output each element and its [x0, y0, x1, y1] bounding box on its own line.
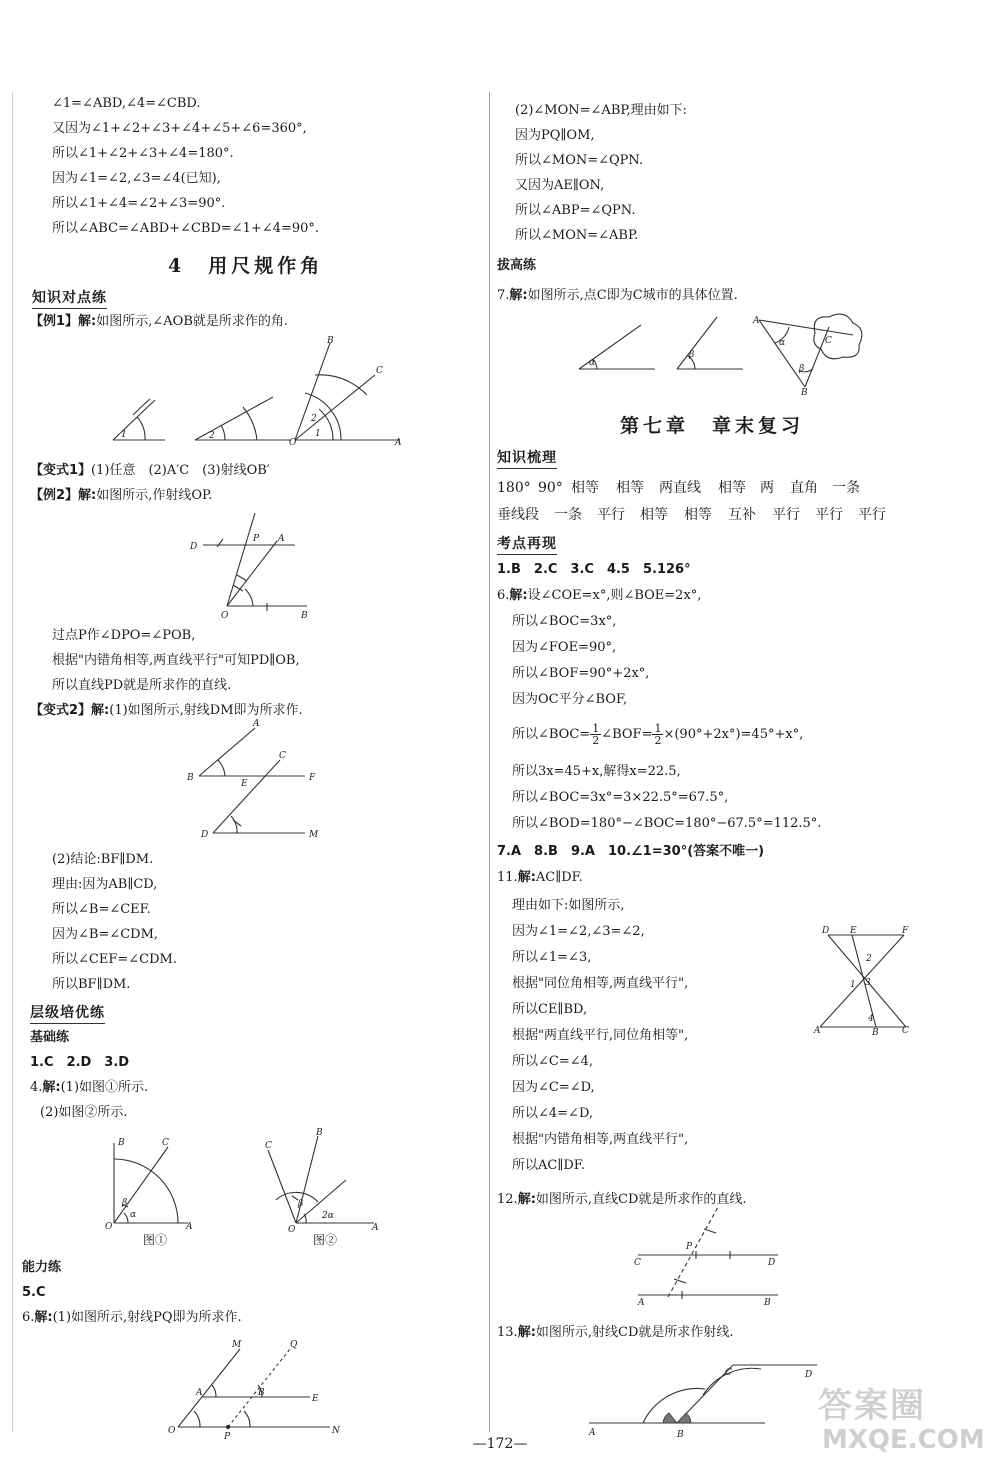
figure-angle-construction	[105, 335, 405, 455]
svg-text:2α: 2α	[322, 1211, 334, 1221]
svg-text:2: 2	[209, 431, 215, 441]
keyword: 180°	[497, 480, 531, 496]
svg-text:C: C	[376, 366, 383, 376]
text-line: 所以∠4=∠D,	[512, 1106, 594, 1121]
figure-q4-1	[100, 1135, 200, 1230]
keyword: 垂线段	[497, 507, 539, 523]
text-line: 所以∠CEF=∠CDM.	[52, 952, 177, 967]
solution-tag: 解:	[78, 314, 97, 329]
text-line: 根据"内错角相等,两直线平行"可知PD∥OB,	[52, 653, 300, 668]
watermark-logo: 答案圈	[818, 1386, 926, 1426]
question-text: 设∠COE=x°,则∠BOE=2x°,	[527, 588, 702, 603]
question-4	[30, 1080, 148, 1096]
numerator: 1	[592, 722, 600, 735]
example-text: 如图所示,∠AOB就是所求作的角.	[96, 314, 289, 329]
question-text: AC∥DF.	[535, 870, 583, 885]
figure-q7-city-location	[575, 315, 865, 398]
question-text: (1)如图所示,射线PQ即为所求作.	[52, 1310, 242, 1325]
svg-text:B: B	[301, 611, 308, 621]
svg-text:C: C	[725, 1368, 732, 1378]
text-fragment: 所以∠BOC=	[512, 727, 591, 742]
svg-text:B: B	[872, 1028, 879, 1038]
text-fragment: ×(90°+2x°)=45°+x°,	[663, 727, 804, 742]
svg-text:B: B	[677, 1430, 684, 1440]
keyword: 相等	[616, 480, 644, 496]
svg-text:C: C	[634, 1258, 641, 1268]
text-line: 又因为AE∥ON,	[515, 178, 605, 193]
svg-text:β: β	[689, 350, 695, 360]
svg-text:A: A	[196, 1388, 203, 1398]
svg-text:2: 2	[866, 954, 872, 964]
question-number: 13.	[497, 1325, 518, 1340]
svg-text:E: E	[850, 926, 857, 936]
svg-text:β: β	[298, 1199, 304, 1209]
svg-text:B: B	[118, 1138, 125, 1148]
text-line: 又因为∠1+∠2+∠3+∠4+∠5+∠6=360°,	[52, 121, 307, 136]
svg-text:A: A	[395, 438, 402, 448]
svg-text:O: O	[168, 1426, 176, 1436]
text-line: 理由:因为AB∥CD,	[52, 877, 158, 892]
section-label: 层级培优练	[30, 1002, 105, 1024]
question-7	[497, 288, 738, 304]
text-line: (2)结论:BF∥DM.	[52, 852, 154, 867]
text-line: 根据"同位角相等,两直线平行",	[512, 976, 689, 991]
text-line: 所以BF∥DM.	[52, 977, 131, 992]
text-line: 过点P作∠DPO=∠POB,	[52, 628, 196, 643]
svg-text:D: D	[190, 542, 198, 552]
text-line: 根据"两直线平行,同位角相等",	[512, 1028, 689, 1043]
svg-text:B: B	[764, 1298, 771, 1308]
text-line: 理由如下:如图所示,	[512, 898, 625, 913]
text-line: 所以3x=45+x,解得x=22.5,	[512, 764, 681, 779]
chapter-title: 第七章 章末复习	[620, 415, 805, 437]
example-text: 如图所示,作射线OP.	[96, 488, 213, 503]
keyword: 相等	[718, 480, 746, 496]
solution-tag: 解:	[517, 1192, 536, 1207]
subsection-label: 基础练	[30, 1030, 70, 1045]
solution-tag: 解:	[34, 1310, 53, 1325]
question-11	[497, 870, 583, 886]
svg-text:A: A	[253, 719, 260, 729]
section-label: 知识梳理	[497, 447, 557, 469]
keyword: 一条	[832, 480, 860, 496]
text-line: 所以CE∥BD,	[512, 1002, 588, 1017]
svg-text:A: A	[372, 1223, 379, 1233]
svg-text:A: A	[753, 316, 760, 326]
figure-variant-2	[185, 720, 335, 845]
text-line: 因为∠B=∠CDM,	[52, 927, 159, 942]
question-6-right	[497, 588, 701, 604]
svg-text:4: 4	[868, 1014, 874, 1024]
text-line: 所以∠MON=∠ABP.	[515, 228, 639, 243]
text-line: (2)如图②所示.	[40, 1105, 128, 1120]
text-line: 根据"内错角相等,两直线平行",	[512, 1132, 689, 1147]
text-line: 所以∠BOC=3x°,	[512, 614, 617, 629]
example-tag: 【例1】	[30, 314, 79, 329]
variant-1	[30, 463, 270, 479]
keyword: 90°	[538, 480, 563, 496]
example-2	[30, 488, 212, 504]
section-label: 知识对点练	[32, 287, 107, 309]
keyword: 直角	[790, 480, 818, 496]
svg-text:C: C	[279, 751, 286, 761]
question-text: 如图所示,射线CD就是所求作射线.	[535, 1325, 734, 1340]
text-line: 所以∠MON=∠QPN.	[515, 153, 644, 168]
svg-text:C: C	[825, 336, 832, 346]
question-number: 12.	[497, 1192, 518, 1207]
question-text: (1)如图①所示.	[60, 1080, 149, 1095]
svg-text:B: B	[316, 1128, 323, 1138]
fraction-line	[512, 722, 803, 748]
solution-tag: 解:	[509, 288, 528, 303]
solution-tag: 解:	[509, 588, 528, 603]
keyword: 互补	[728, 507, 756, 523]
text-line: 因为∠FOE=90°,	[512, 640, 617, 655]
svg-text:D: D	[805, 1370, 813, 1380]
question-13	[497, 1325, 734, 1341]
text-line: 所以∠BOD=180°−∠BOC=180°−67.5°=112.5°.	[512, 816, 822, 831]
figure-q12-parallel-line	[630, 1205, 790, 1308]
denominator: 2	[654, 734, 662, 747]
text-fragment: ∠BOF=	[601, 727, 653, 742]
denominator: 2	[592, 734, 600, 747]
svg-text:F: F	[309, 773, 316, 783]
svg-text:D: D	[822, 926, 830, 936]
keyword: 相等	[684, 507, 712, 523]
keyword: 两	[760, 480, 774, 496]
column-divider	[489, 92, 490, 1432]
svg-text:O: O	[221, 611, 229, 621]
text-line: (2)∠MON=∠ABP,理由如下:	[515, 103, 688, 118]
keyword: 平行	[597, 507, 625, 523]
svg-text:M: M	[309, 830, 319, 840]
svg-text:α: α	[779, 338, 786, 348]
solution-tag: 解:	[91, 703, 110, 718]
variant-tag: 【变式1】	[30, 463, 92, 478]
svg-text:O: O	[288, 1225, 296, 1235]
text-line: 所以∠C=∠4,	[512, 1054, 594, 1069]
svg-text:A: A	[638, 1298, 645, 1308]
question-text: 如图所示,直线CD就是所求作的直线.	[535, 1192, 747, 1207]
question-6-left	[22, 1310, 242, 1326]
numerator: 1	[654, 722, 662, 735]
svg-text:C: C	[902, 1026, 909, 1036]
svg-text:2: 2	[311, 414, 317, 424]
text-line: 所以∠1=∠3,	[512, 950, 592, 965]
figure-parallel-through-p	[185, 503, 325, 628]
keyword: 平行	[772, 507, 800, 523]
section-title: 4 用尺规作角	[168, 255, 324, 277]
svg-text:F: F	[902, 926, 909, 936]
answer-line: 5.C	[22, 1285, 46, 1300]
variant-text: (1)如图所示,射线DM即为所求作.	[109, 703, 303, 718]
svg-text:C: C	[265, 1141, 272, 1151]
text-line: 因为∠1=∠2,∠3=∠4(已知),	[52, 171, 221, 186]
answer-line: 1.C 2.D 3.D	[30, 1055, 130, 1070]
svg-text:O: O	[105, 1222, 113, 1232]
figure-q6-ray-pq	[150, 1335, 350, 1442]
svg-text:1: 1	[850, 980, 856, 990]
text-line: 因为∠C=∠D,	[512, 1080, 595, 1095]
text-line: 所以∠BOF=90°+2x°,	[512, 666, 650, 681]
question-number: 6.	[22, 1310, 35, 1325]
watermark-url: MXQE.COM	[822, 1425, 985, 1455]
question-number: 4.	[30, 1080, 43, 1095]
keyword: 相等	[571, 480, 599, 496]
svg-text:D: D	[201, 830, 209, 840]
figure-q4-2	[262, 1128, 382, 1235]
subsection-label: 拔高练	[497, 258, 537, 273]
solution-tag: 解:	[78, 488, 97, 503]
svg-text:C: C	[162, 1138, 169, 1148]
text-line: ∠1=∠ABD,∠4=∠CBD.	[52, 96, 201, 111]
figure-caption: 图②	[313, 1233, 338, 1247]
svg-text:A: A	[278, 534, 285, 544]
keyword: 平行	[815, 507, 843, 523]
figure-q13-ray-cd	[585, 1355, 825, 1440]
solution-tag: 解:	[517, 1325, 536, 1340]
svg-text:Q: Q	[290, 1340, 298, 1350]
section-label: 考点再现	[497, 533, 557, 555]
svg-text:A: A	[589, 1428, 596, 1438]
example-1	[30, 314, 288, 330]
svg-text:B: B	[801, 388, 808, 398]
fraction	[652, 723, 663, 746]
svg-text:A: A	[186, 1222, 193, 1232]
svg-text:M: M	[232, 1340, 242, 1350]
solution-tag: 解:	[42, 1080, 61, 1095]
subsection-label: 能力练	[22, 1260, 62, 1275]
svg-text:N: N	[332, 1426, 340, 1436]
svg-text:B: B	[187, 773, 194, 783]
svg-text:P: P	[224, 1432, 231, 1442]
fraction	[590, 723, 601, 746]
svg-text:E: E	[241, 779, 248, 789]
page-left-edge	[12, 92, 13, 1432]
svg-text:B: B	[327, 336, 334, 346]
svg-text:E: E	[312, 1394, 319, 1404]
svg-text:α: α	[130, 1210, 137, 1220]
text-line: 因为∠1=∠2,∠3=∠2,	[512, 924, 645, 939]
variant-text: (1)任意 (2)A′C (3)射线OB′	[91, 463, 270, 478]
question-number: 7.	[497, 288, 510, 303]
text-line: 所以∠BOC=3x°=3×22.5°=67.5°,	[512, 790, 729, 805]
answer-line: 1.B 2.C 3.C 4.5 5.126°	[497, 562, 691, 577]
keyword: 相等	[640, 507, 668, 523]
text-line: 所以∠1+∠2+∠3+∠4=180°.	[52, 146, 234, 161]
page-number: —172—	[472, 1436, 528, 1452]
svg-text:3: 3	[865, 978, 871, 988]
text-line: 因为PQ∥OM,	[515, 128, 595, 143]
text-line: 所以∠1+∠4=∠2+∠3=90°.	[52, 196, 226, 211]
text-line: 所以AC∥DF.	[512, 1158, 585, 1173]
svg-text:P: P	[253, 534, 260, 544]
keyword: 两直线	[659, 480, 701, 496]
question-text: 如图所示,点C即为C城市的具体位置.	[527, 288, 738, 303]
figure-caption: 图①	[143, 1233, 168, 1247]
svg-text:A: A	[814, 1026, 821, 1036]
question-number: 6.	[497, 588, 510, 603]
svg-text:β: β	[122, 1198, 128, 1208]
answer-line: 7.A 8.B 9.A 10.∠1=30°(答案不唯一)	[497, 844, 765, 859]
solution-tag: 解:	[517, 870, 536, 885]
svg-text:P: P	[686, 1242, 693, 1252]
svg-text:β: β	[799, 364, 805, 374]
svg-text:1: 1	[315, 429, 321, 439]
example-tag: 【例2】	[30, 488, 79, 503]
text-line: 所以∠B=∠CEF.	[52, 902, 151, 917]
svg-text:D: D	[768, 1258, 776, 1268]
figure-q11-hourglass	[812, 925, 922, 1040]
variant-tag: 【变式2】	[30, 703, 92, 718]
text-line: 所以∠ABP=∠QPN.	[515, 203, 636, 218]
text-line: 所以∠ABC=∠ABD+∠CBD=∠1+∠4=90°.	[52, 221, 320, 236]
svg-text:1: 1	[121, 430, 127, 440]
keyword: 平行	[858, 507, 886, 523]
keyword: 一条	[554, 507, 582, 523]
text-line: 所以直线PD就是所求作的直线.	[52, 678, 232, 693]
svg-text:O: O	[289, 438, 297, 448]
text-line: 因为OC平分∠BOF,	[512, 692, 628, 707]
svg-text:α: α	[589, 358, 596, 368]
variant-2	[30, 703, 303, 719]
question-number: 11.	[497, 870, 518, 885]
svg-text:B: B	[258, 1388, 265, 1398]
